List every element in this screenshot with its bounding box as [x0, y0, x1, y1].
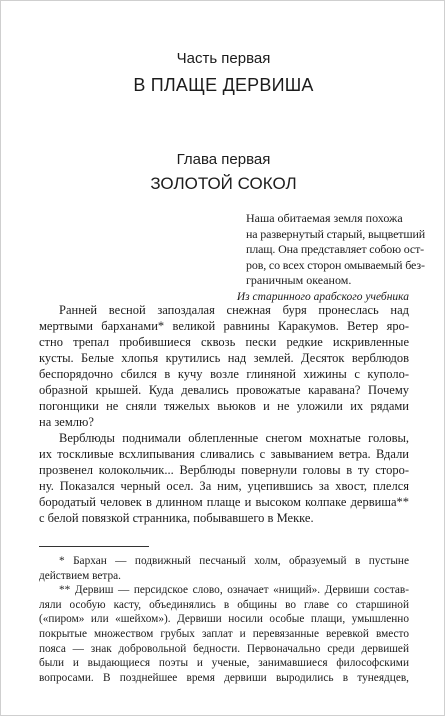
footnote-line: покрытые множеством грубых заплат и перевязанные веревкой вместо [39, 627, 409, 640]
footnote-line: («пиром» или «шейхом»). Дервиши носили особые плащи, умышленно [39, 613, 409, 626]
body-line: с белой повязкой странника, побывавшего в Мекке. [39, 511, 314, 525]
body-line: погонщики не сняли тяжелых вьюков и не уложили их рядами [39, 399, 409, 413]
body-line: на землю? [39, 415, 94, 429]
epigraph-line: ров, со всех сторон омываемый без- [246, 257, 425, 272]
body-line: их тоскливые всхлипывания сливались с завыванием ветра. Вдали [39, 447, 409, 461]
body-line: кусты. Белые хлопья крутились над землей. Десяток верблюдов [39, 351, 409, 365]
footnote-line: пояса — знак добровольной бедности. Первоначально среди дервишей [39, 642, 409, 655]
epigraph-line: плащ. Она представляет собою ост- [246, 242, 425, 257]
body-line: беспорядочно сбился в кучу возле глиняной хижины с куполо- [39, 367, 409, 381]
epigraph-line: на развернутый старый, выцветший [246, 226, 426, 241]
chapter-label: Глава первая [176, 151, 271, 168]
footnote-line: действием ветра. [39, 569, 121, 582]
body-line: мертвыми барханами* великой равнины Каракумов. Ветер яро- [39, 319, 409, 333]
body-line: стно трепал пробившиеся сквозь пески редкие искривленные [39, 335, 409, 349]
epigraph-source: Из старинного арабского учебника [236, 291, 409, 303]
body-line: бородатый человек в длинном плаще и высоком колпаке дервиша** [39, 495, 409, 509]
footnote-line: вопросами. В позднейшее время дервиши выродились в тунеядцев, [39, 671, 409, 684]
chapter-title: ЗОЛОТОЙ СОКОЛ [150, 174, 297, 193]
epigraph-line: граничным океаном. [246, 273, 352, 288]
footnote-line: ляли особую касту, объединялись в общины во главе со старшиной [39, 598, 409, 611]
body-line: прозвенел колокольчик... Верблюды повернули головы в ту сторо- [39, 463, 409, 477]
footnotes [39, 554, 409, 685]
epigraph-line: Наша обитаемая земля похожа [246, 211, 403, 225]
body-line: Верблюды поднимали облепленные снегом мохнатые головы, [59, 431, 409, 445]
part-title: В ПЛАЩЕ ДЕРВИША [133, 75, 314, 95]
body-line: Ранней весной запоздалая снежная буря пронеслась над [59, 303, 409, 317]
footnote-line: * Бархан — подвижный песчаный холм, образуемый в пустыне [59, 555, 409, 567]
body-line: образной крышей. Куда девались провожатые каравана? Почему [39, 383, 409, 397]
part-label: Часть первая [176, 50, 271, 67]
footnote-line: ** Дервиш — персидское слово, означает «нищий». Дервиши состав- [59, 584, 409, 597]
footnote-divider [39, 546, 149, 547]
body-text [39, 302, 409, 526]
footnote-line: были и выдающиеся поэты и ученые, занимавшиеся философскими [39, 657, 409, 670]
body-line: ну. Показался черный осел. За ним, уцепившись за хвост, плелся [39, 479, 409, 493]
